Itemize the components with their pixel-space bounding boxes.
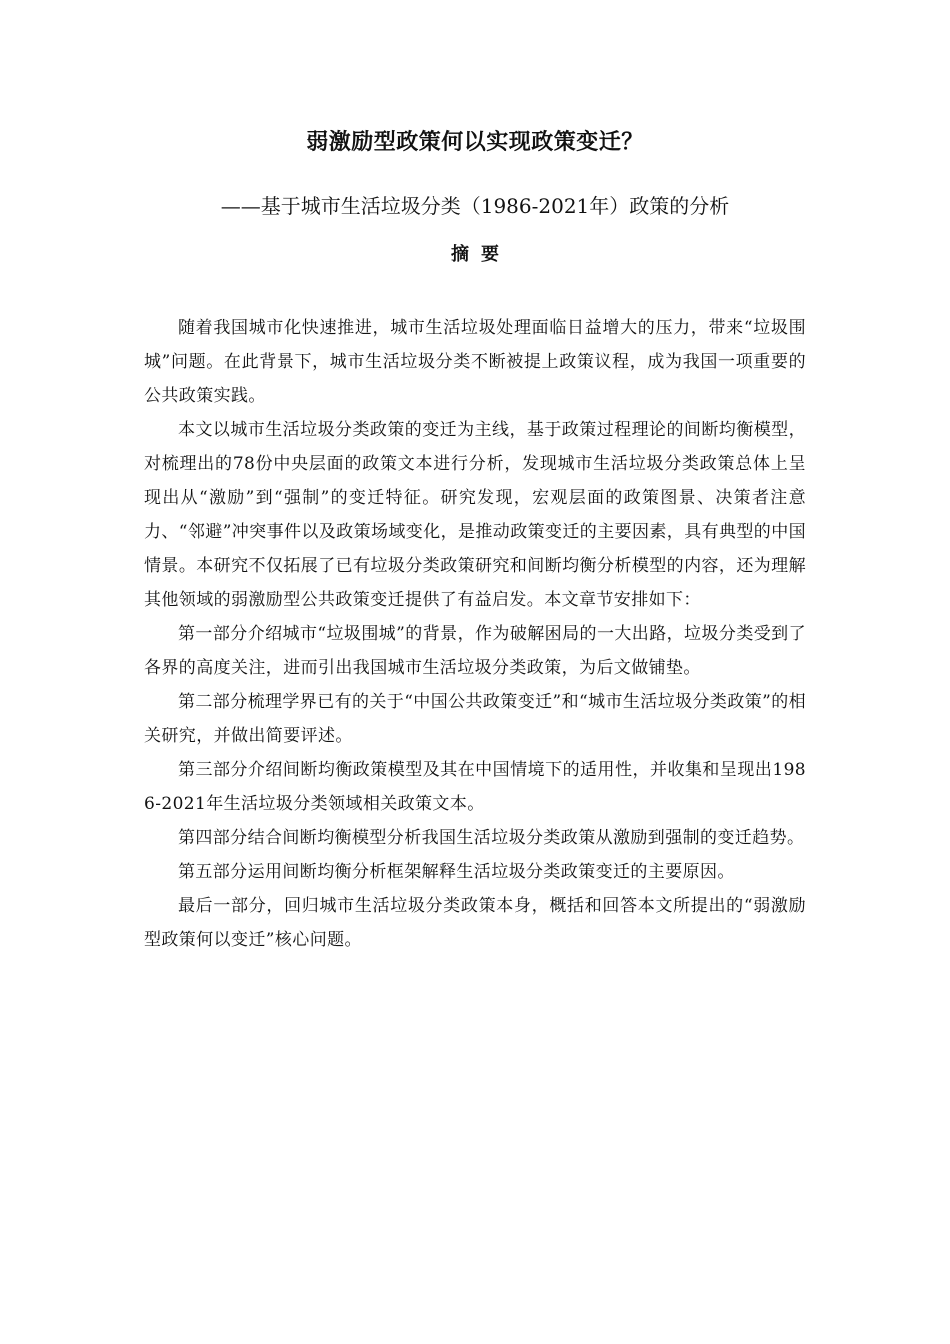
outline-paragraph: 第五部分运用间断均衡分析框架解释生活垃圾分类政策变迁的主要原因。 [178, 862, 735, 882]
abstract-paragraph: 随着我国城市化快速推进，城市生活垃圾处理面临日益增大的压力，带来“垃圾围城”问题。在此背景下，城市生活垃圾分类不断被提上政策议程，成为我国一项重要的公共政策实践。 [144, 318, 806, 406]
document-subtitle: ——基于城市生活垃圾分类（1986-2021年）政策的分析 [220, 194, 730, 218]
outline-paragraph: 最后一部分，回归城市生活垃圾分类政策本身，概括和回答本文所提出的“弱激励型政策何以变迁”核心问题。 [144, 896, 806, 950]
abstract-heading: 摘要 [451, 244, 511, 265]
document-title: 弱激励型政策何以实现政策变迁？ [306, 130, 644, 155]
abstract-paragraph: 本文以城市生活垃圾分类政策的变迁为主线，基于政策过程理论的间断均衡模型，对梳理出的78份中央层面的政策文本进行分析，发现城市生活垃圾分类政策总体上呈现出从“激励”到“强制”的变迁特征。研究发现，宏观层面的政策图景、决策者注意力、“邻避”冲突事件以及政策场域变化，是推动政策变迁的主要因素，具有典型的中国情景。本研究不仅拓展了已有垃圾分类政策研究和间断均衡分析模型的内容，还为理解其他领域的弱激励型公共政策变迁提供了有益启发。本文章节安排如下： [144, 420, 806, 610]
outline-paragraph: 第四部分结合间断均衡模型分析我国生活垃圾分类政策从激励到强制的变迁趋势。 [178, 828, 805, 848]
outline-paragraph: 第三部分介绍间断均衡政策模型及其在中国情境下的适用性，并收集和呈现出1986-2021年生活垃圾分类领域相关政策文本。 [144, 760, 806, 814]
outline-paragraph: 第一部分介绍城市“垃圾围城”的背景，作为破解困局的一大出路，垃圾分类受到了各界的高度关注，进而引出我国城市生活垃圾分类政策，为后文做铺垫。 [144, 624, 806, 678]
abstract-body [144, 311, 806, 957]
outline-paragraph: 第二部分梳理学界已有的关于“中国公共政策变迁”和“城市生活垃圾分类政策”的相关研究，并做出简要评述。 [144, 692, 806, 746]
